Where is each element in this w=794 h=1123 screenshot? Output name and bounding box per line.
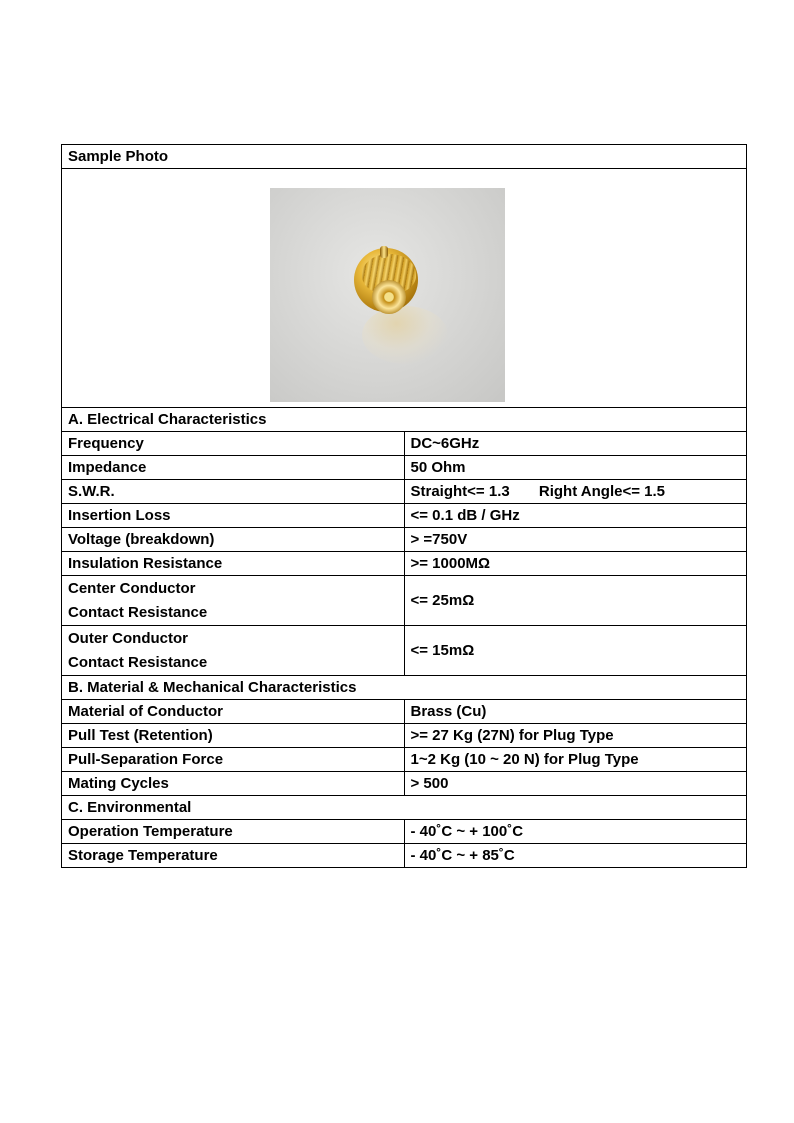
table-row [62,552,747,576]
specification-table [61,144,747,868]
row-value: <= 25mΩ [404,576,747,626]
sample-photo-header-row [62,145,747,169]
table-row [62,432,747,456]
row-label: Material of Conductor [62,700,405,724]
environmental-header-row [62,796,747,820]
mechanical-header: B. Material & Mechanical Characteristics [62,676,747,700]
row-label: Operation Temperature [62,820,405,844]
row-label: Pull-Separation Force [62,748,405,772]
table-row [62,626,747,676]
electrical-header-row [62,408,747,432]
row-label: Mating Cycles [62,772,405,796]
row-label: Insulation Resistance [62,552,405,576]
connector-reflection [362,306,448,364]
table-row [62,456,747,480]
table-row [62,772,747,796]
table-row [62,700,747,724]
row-label: Pull Test (Retention) [62,724,405,748]
row-label: S.W.R. [62,480,405,504]
table-row [62,748,747,772]
row-value: Straight<= 1.3 Right Angle<= 1.5 [404,480,747,504]
table-row [62,724,747,748]
row-value: 50 Ohm [404,456,747,480]
row-label-line: Contact Resistance [68,604,208,621]
connector-pin [380,246,388,258]
mechanical-header-row [62,676,747,700]
connector-face [372,280,406,314]
row-label-line: Center Conductor [68,580,196,597]
row-value: <= 15mΩ [404,626,747,676]
row-label [62,626,405,676]
row-label: Storage Temperature [62,844,405,868]
table-row [62,528,747,552]
row-value: DC~6GHz [404,432,747,456]
connector-photo [270,188,505,402]
row-label: Impedance [62,456,405,480]
row-label-line: Outer Conductor [68,630,188,647]
row-value: - 40˚C ~ + 100˚C [404,820,747,844]
table-row [62,844,747,868]
row-value: >= 1000MΩ [404,552,747,576]
table-row [62,504,747,528]
sample-photo-header: Sample Photo [62,145,747,169]
electrical-header: A. Electrical Characteristics [62,408,747,432]
row-label [62,576,405,626]
row-value: Brass (Cu) [404,700,747,724]
row-value: > =750V [404,528,747,552]
row-value: <= 0.1 dB / GHz [404,504,747,528]
table-row [62,576,747,626]
environmental-header: C. Environmental [62,796,747,820]
row-value: - 40˚C ~ + 85˚C [404,844,747,868]
row-label-line: Contact Resistance [68,654,208,671]
row-value: > 500 [404,772,747,796]
sample-photo-row [62,169,747,408]
row-label: Voltage (breakdown) [62,528,405,552]
row-value: >= 27 Kg (27N) for Plug Type [404,724,747,748]
sample-photo-cell [62,169,747,408]
row-value: 1~2 Kg (10 ~ 20 N) for Plug Type [404,748,747,772]
table-row [62,820,747,844]
table-row [62,480,747,504]
row-label: Insertion Loss [62,504,405,528]
row-label: Frequency [62,432,405,456]
